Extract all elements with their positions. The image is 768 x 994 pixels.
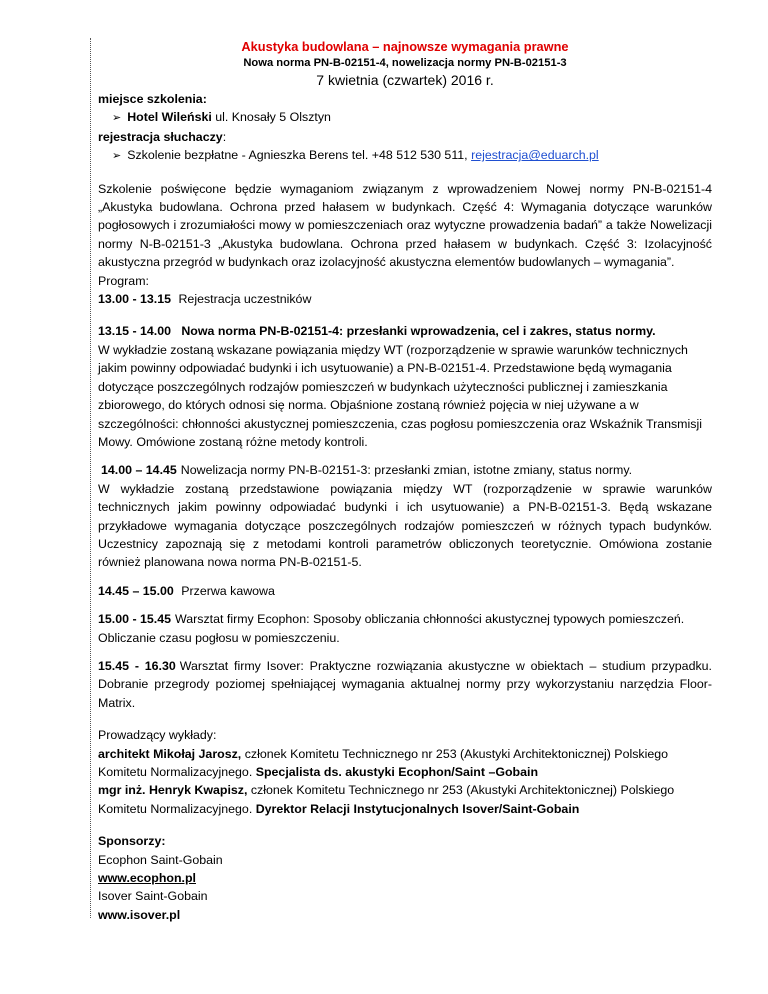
program-session-title: Nowelizacja normy PN-B-02151-3: przesłanki zmian, istotne zmiany, status normy. <box>180 463 633 478</box>
registration-line <box>98 146 712 165</box>
program-text: Rejestracja uczestników <box>178 292 312 307</box>
program-time: 14.00 – 14.45 <box>101 463 177 478</box>
program-session-title: Nowa norma PN-B-02151-4: przesłanki wprowadzenia, cel i zakres, status normy. <box>181 324 656 339</box>
program-item-registration <box>98 290 712 308</box>
program-item-session-1 <box>98 322 712 340</box>
program-time: 15.00 - 15.45 <box>98 612 172 627</box>
program-time: 13.15 - 14.00 <box>98 324 172 339</box>
speaker-2 <box>98 781 712 818</box>
program-text: Przerwa kawowa <box>181 583 275 598</box>
margin-dotted-line <box>90 38 91 918</box>
program-item-session-4 <box>98 657 712 712</box>
sponsors-label: Sponsorzy: <box>98 834 166 849</box>
program-session-1-description: W wykładzie zostaną wskazane powiązania między WT (rozporządzenie w sprawie warunków technicznych jakim powinny odpowiadać budynki i ich usytuowanie) a PN-B-02151-4. Przedstawione będą wymagania dotyczące poszczególnych rodzajów pomieszczeń w budynkach użyteczności publicznej i zamieszkania zbiorowego, do których odnosi się norma. Objaśnione zostaną również pojęcia w niej używane a w szczególności: chłonności akustycznej pomieszczenia, czas pogłosu pomieszczenia oraz Wskaźnik Transmisji Mowy. Omówione zostaną różne metody kontroli. <box>98 342 702 449</box>
program-session-2-description: W wykładzie zostaną przedstawione powiązania między WT (rozporządzenie w sprawie warunków technicznych jakim powinny odpowiadać budynki i ich usytuowanie) a PN-B-02151-3. Będą wskazane przykładowe wymagania dotyczące poszczególnych rodzajów pomieszczeń w różnych typach budynków. Uczestnicy zapoznają się z metodami kontroli parametrów obliczonych teoretycznie. Omówiona zostanie również planowana nowa norma PN-B-02151-5. <box>98 481 712 570</box>
speakers-label: Prowadzący wykłady: <box>98 728 217 743</box>
program-item-break <box>98 582 712 600</box>
venue-line <box>98 108 712 127</box>
speaker-role: Specjalista ds. akustyki Ecophon/Saint –Gobain <box>255 765 539 779</box>
speaker-description: członek Komitetu Technicznego nr 253 (Akustyki Architektonicznej) Polskiego Komitetu Normalizacyjnego. <box>98 746 669 779</box>
document-content <box>98 38 712 924</box>
program-item-session-2 <box>98 461 712 479</box>
event-date: 7 kwietnia (czwartek) 2016 r. <box>316 72 494 88</box>
program-text: Warsztat firmy Ecophon: Sposoby obliczania chłonności akustycznej typowych pomieszczeń. Obliczanie czasu pogłosu w pomieszczeniu. <box>98 612 685 645</box>
speaker-description: członek Komitetu Technicznego nr 253 (Akustyki Architektonicznej) Polskiego Komitetu Normalizacyjnego. <box>98 783 675 816</box>
document-subtitle: Nowa norma PN-B-02151-4, nowelizacja normy PN-B-02151-3 <box>243 57 567 69</box>
sponsor-2-name: Isover Saint-Gobain <box>98 889 208 904</box>
program-time: 13.00 - 13.15 <box>98 292 172 307</box>
arrow-bullet-icon: ➢ <box>112 150 122 163</box>
speaker-name: mgr inż. Henryk Kwapisz, <box>98 783 248 798</box>
program-text: Warsztat firmy Isover: Praktyczne rozwiązania akustyczne w obiektach – studium przypadku. Dobranie przegrody poziomej spełniającej wymagania aktualnej normy przy wykorzystaniu narzędzia Floor-Matrix. <box>98 658 712 710</box>
program-item-session-3 <box>98 610 712 647</box>
registration-label-line <box>98 128 712 146</box>
venue-label: miejsce szkolenia: <box>98 92 207 106</box>
program-time: 15.45 - 16.30 <box>98 658 176 673</box>
venue-hotel: Hotel Wileński <box>127 110 212 125</box>
sponsor-1-link[interactable]: www.ecophon.pl <box>98 871 196 886</box>
program-label: Program: <box>98 273 149 288</box>
speaker-role: Dyrektor Relacji Instytucjonalnych Isover/Saint-Gobain <box>255 801 580 816</box>
sponsor-1-name: Ecophon Saint-Gobain <box>98 852 223 867</box>
registration-text: Szkolenie bezpłatne - Agnieszka Berens tel. +48 512 530 511, <box>127 148 472 163</box>
venue-address: ul. Knosały 5 Olsztyn <box>211 110 331 125</box>
speaker-1 <box>98 745 712 782</box>
registration-email-link[interactable]: rejestracja@eduarch.pl <box>471 148 599 163</box>
arrow-bullet-icon: ➢ <box>112 112 122 125</box>
registration-label: rejestracja słuchaczy <box>98 129 223 144</box>
registration-colon: : <box>222 129 227 144</box>
document-title: Akustyka budowlana – najnowsze wymagania prawne <box>241 39 569 54</box>
sponsor-2-url[interactable]: www.isover.pl <box>98 907 181 922</box>
speaker-name: architekt Mikołaj Jarosz, <box>98 746 242 761</box>
program-time: 14.45 – 15.00 <box>98 583 174 598</box>
intro-paragraph: Szkolenie poświęcone będzie wymaganiom związanym z wprowadzeniem Nowej normy PN-B-02151-4 „Akustyka budowlana. Ochrona przed hałasem w budynkach. Część 4: Wymagania dotyczące warunków pogłosowych i zrozumiałości mowy w pomieszczeniach oraz wytyczne prowadzenia badań” a także Nowelizacji normy N-B-02151-3 „Akustyka budowlana. Ochrona przed hałasem w budynkach. Część 3: Izolacyjność akustyczna przegród w budynkach oraz izolacyjność akustyczna elementów budowlanych – wymagania”. <box>98 181 712 270</box>
